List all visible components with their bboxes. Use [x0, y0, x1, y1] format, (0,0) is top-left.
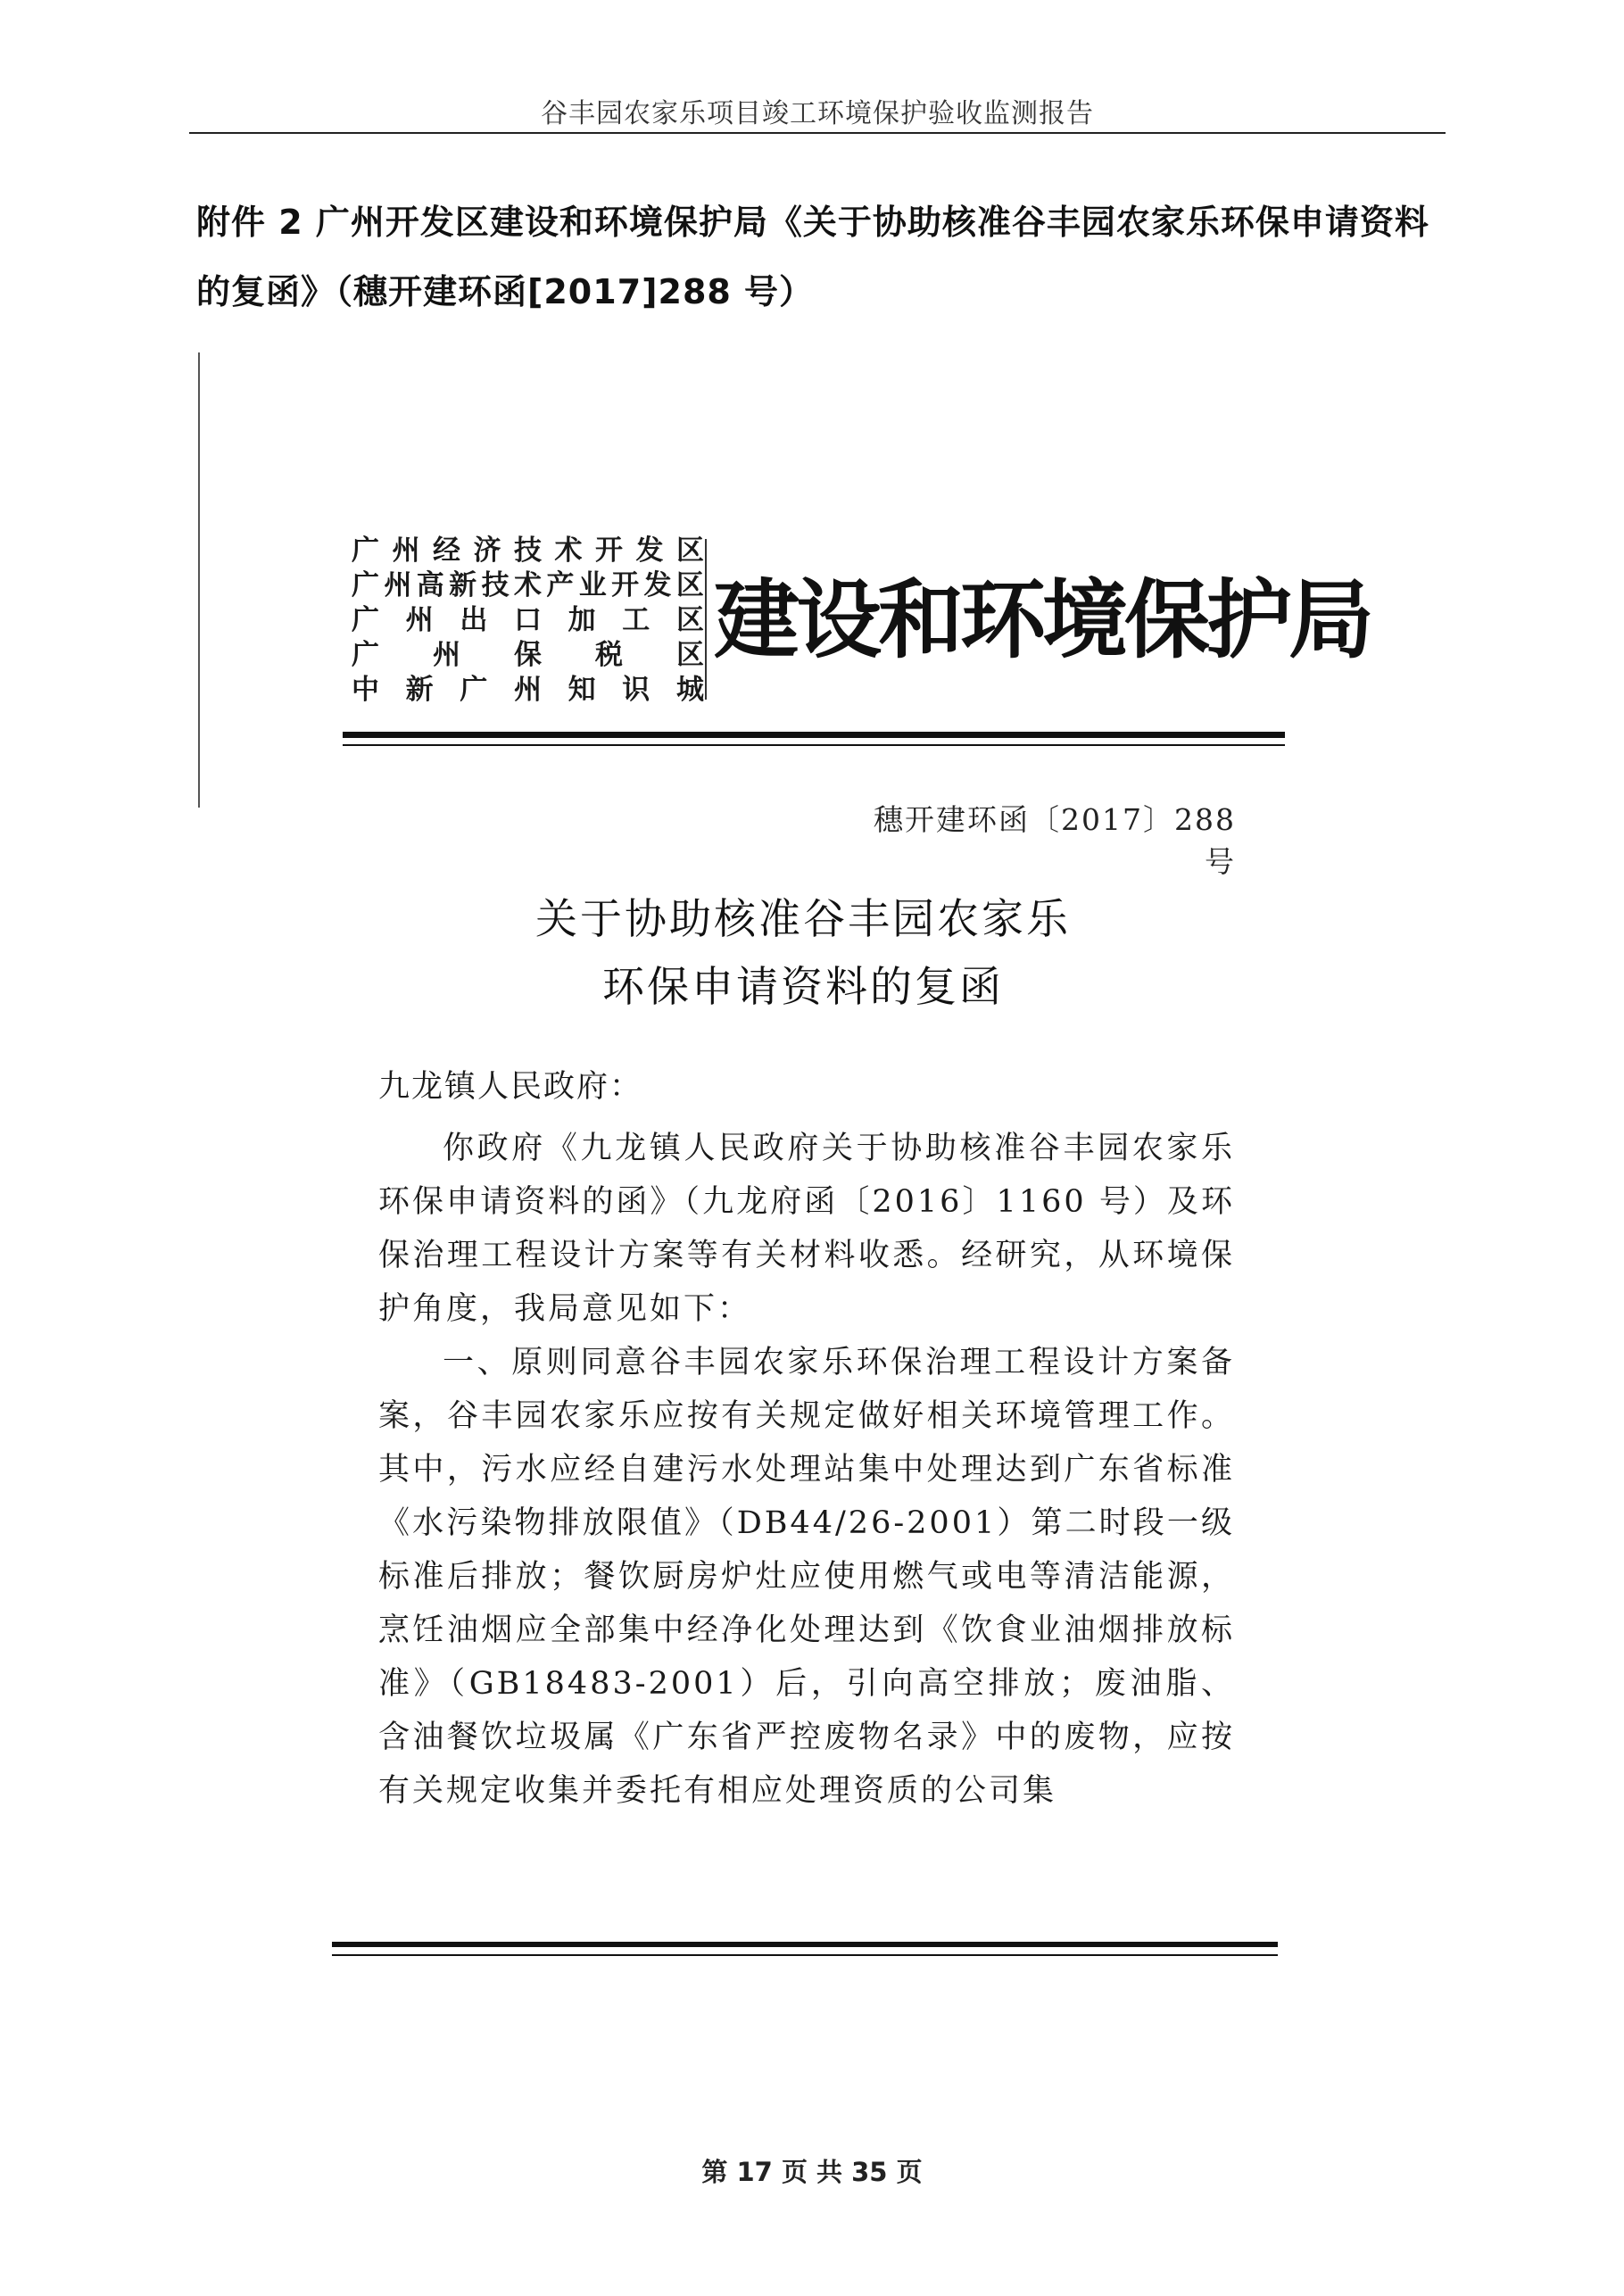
letterhead-zone-char: 术: [554, 535, 583, 567]
letterhead-zone-char: 经: [433, 535, 460, 567]
letterhead-zone-char: 保: [514, 639, 542, 671]
letterhead-zone-char: 广: [460, 674, 488, 706]
document-number: 穗开建环函〔2017〕288 号: [874, 802, 1236, 879]
letterhead-zone-names: [352, 534, 704, 708]
letterhead-zone-3: [352, 603, 704, 638]
letterhead-zone-char: 新: [449, 569, 477, 601]
letterhead-zone-2: [352, 568, 704, 603]
letterhead-zone-char: 高: [416, 569, 444, 601]
letterhead-zone-char: 税: [595, 639, 623, 671]
letterhead-zone-char: 加: [568, 604, 596, 636]
letterhead-zone-char: 州: [405, 604, 434, 636]
letterhead-zone-char: 出: [460, 604, 488, 636]
letterhead-zone-char: 技: [481, 569, 510, 601]
letterhead-zone-char: 州: [433, 639, 460, 671]
letterhead-zone-char: 口: [513, 604, 542, 636]
page-number: 第 17 页 共 35 页: [701, 2157, 923, 2187]
header-rule: [189, 132, 1446, 134]
letterhead-zone-char: 区: [676, 535, 704, 567]
letterhead-zone-char: 技: [514, 535, 542, 567]
letterhead-zone-char: 术: [513, 569, 542, 601]
report-running-header: 谷丰园农家乐项目竣工环境保护验收监测报告: [541, 98, 1094, 129]
letter-title-line-1: 关于协助核准谷丰园农家乐: [535, 895, 1071, 944]
letterhead-zone-char: 广: [352, 604, 379, 636]
salutation: 九龙镇人民政府：: [378, 1069, 643, 1105]
bottom-rule-thick: [332, 1942, 1278, 1947]
attachment-caption: 附件 2 广州开发区建设和环境保护局《关于协助核准谷丰园农家乐环保申请资料的复函》（穗开建环函[2017]288 号）: [196, 203, 1429, 311]
letterhead-zone-char: 工: [622, 604, 650, 636]
letterhead-zone-char: 开: [595, 535, 623, 567]
letterhead-zone-char: 发: [635, 535, 664, 567]
letter-body: [378, 1122, 1235, 1818]
letterhead-zone-char: 区: [675, 569, 704, 601]
letterhead-zone-char: 广: [352, 535, 379, 567]
letterhead-zone-char: 区: [675, 604, 704, 636]
letterhead-agency-name: 建设和环境保护局: [714, 569, 1371, 670]
letterhead-zone-char: 知: [568, 674, 596, 706]
letterhead-rule-thick: [343, 732, 1285, 738]
letterhead-zone-char: 城: [675, 674, 704, 706]
letterhead-zone-5: [352, 673, 704, 708]
letterhead-zone-char: 业: [578, 569, 607, 601]
letterhead-zone-1: [352, 534, 704, 568]
letterhead-zone-char: 新: [405, 674, 434, 706]
letterhead-zone-4: [352, 638, 704, 673]
letterhead-zone-char: 开: [611, 569, 640, 601]
letterhead-rule-thin: [343, 744, 1285, 746]
letterhead-zone-char: 发: [643, 569, 672, 601]
letterhead-zone-char: 济: [473, 535, 501, 567]
body-paragraph-2: 一、原则同意谷丰园农家乐环保治理工程设计方案备案，谷丰园农家乐应按有关规定做好相关环境管理工作。其中，污水应经自建污水处理站集中处理达到广东省标准《水污染物排放限值》（DB44/26-2001）第二时段一级标准后排放；餐饮厨房炉灶应使用燃气或电等清洁能源，烹饪油烟应全部集中经净化处理达到《饮食业油烟排放标准》（GB18483-2001）后，引向高空排放；废油脂、含油餐饮垃圾属《广东省严控废物名录》中的废物，应按有关规定收集并委托有相应处理资质的公司集: [378, 1345, 1235, 1809]
letterhead-zone-char: 广: [352, 569, 379, 601]
letter-title: [357, 886, 1249, 1022]
body-paragraph-1: 你政府《九龙镇人民政府关于协助核准谷丰园农家乐环保申请资料的函》（九龙府函〔2016〕1160 号）及环保治理工程设计方案等有关材料收悉。经研究，从环境保护角度，我局意见如下：: [378, 1131, 1235, 1327]
letterhead-zone-char: 识: [622, 674, 650, 706]
letterhead-bracket: [694, 539, 707, 700]
letterhead-zone-char: 产: [546, 569, 575, 601]
bottom-rule-thin: [332, 1954, 1278, 1956]
letterhead-zone-char: 广: [352, 639, 379, 671]
letter-title-line-2: 环保申请资料的复函: [602, 963, 1004, 1012]
scan-edge-line: [198, 352, 200, 808]
letterhead-zone-char: 区: [676, 639, 704, 671]
letterhead-zone-char: 州: [392, 535, 420, 567]
letterhead-zone-char: 中: [352, 674, 379, 706]
letterhead-zone-char: 州: [513, 674, 542, 706]
letterhead-zone-char: 州: [384, 569, 412, 601]
